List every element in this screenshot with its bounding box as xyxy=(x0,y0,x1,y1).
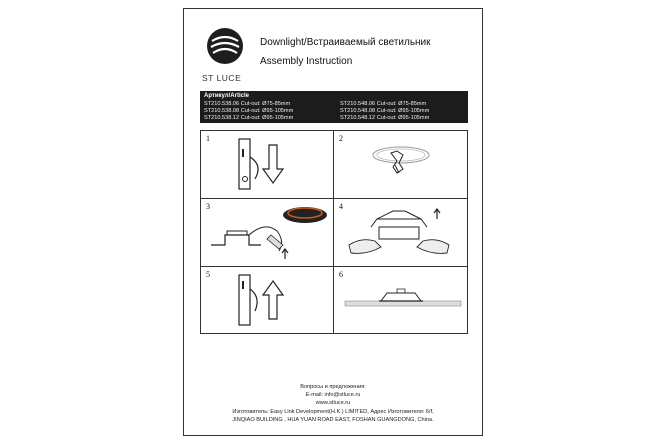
step-number: 6 xyxy=(339,270,343,279)
article-heading: Артикул/Article xyxy=(204,93,249,99)
grid-divider xyxy=(201,198,467,199)
page-subtitle: Assembly Instruction xyxy=(260,56,353,67)
article-row: ST210.538.12 Cut-out: Ø95-105mm xyxy=(204,115,294,121)
article-row: ST210.538.06 Cut-out: Ø75-85mm xyxy=(204,101,291,107)
step-number: 3 xyxy=(206,202,210,211)
step-number: 2 xyxy=(339,134,343,143)
article-row: ST210.548.08 Cut-out: Ø95-105mm xyxy=(340,108,430,114)
footer-address: JINQIAO BUILDING , HUA YUAN ROAD EAST, FOSHAN GUANGDONG, China. xyxy=(232,417,434,423)
step-3-illustration-icon xyxy=(209,201,331,265)
step-5-illustration-icon xyxy=(229,271,319,331)
grid-divider xyxy=(333,131,334,333)
step-1-illustration-icon xyxy=(229,135,319,195)
article-row: ST210.548.12 Cut-out: Ø95-105mm xyxy=(340,115,430,121)
article-table xyxy=(200,91,468,123)
st-luce-logo-icon xyxy=(206,27,244,65)
step-6-illustration-icon xyxy=(341,271,465,331)
footer-email: E-mail: info@stluce.ru xyxy=(305,392,361,398)
page-title: Downlight/Встраиваемый светильник xyxy=(260,37,431,48)
instruction-sheet xyxy=(183,8,483,436)
brand-name: ST LUCE xyxy=(202,73,242,83)
step-number: 5 xyxy=(206,270,210,279)
footer-website: www.stluce.ru xyxy=(315,400,351,406)
grid-divider xyxy=(201,266,467,267)
step-number: 4 xyxy=(339,202,343,211)
footer-contact-heading: Вопросы и предложения: xyxy=(300,384,366,390)
article-row: ST210.548.06 Cut-out: Ø75-85mm xyxy=(340,101,427,107)
step-4-illustration-icon xyxy=(341,201,465,265)
article-row: ST210.538.08 Cut-out: Ø95-105mm xyxy=(204,108,294,114)
step-2-illustration-icon xyxy=(351,137,461,195)
step-number: 1 xyxy=(206,134,210,143)
steps-grid xyxy=(200,130,468,334)
footer-manufacturer: Изготовитель: Easy Link Development(H.K.) LIMITED, Адрес Изготовителя: 6/f, xyxy=(232,409,434,415)
